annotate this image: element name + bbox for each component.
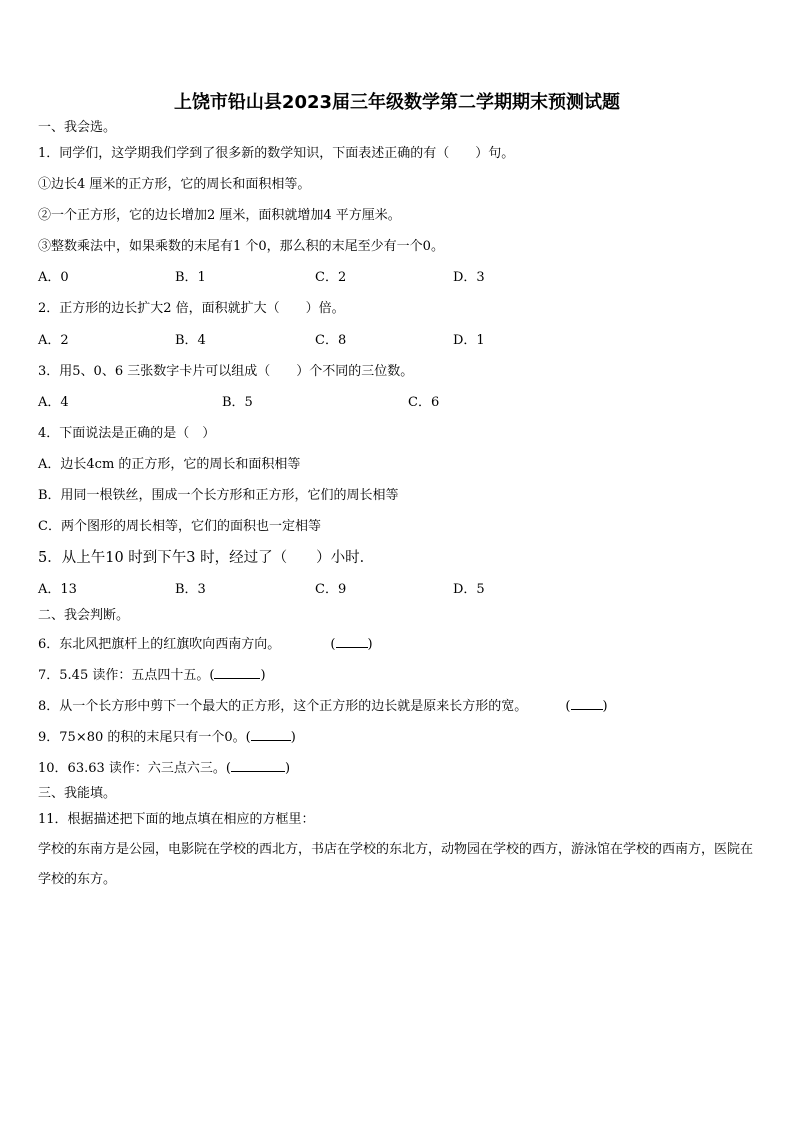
question-8: 8．从一个长方形中剪下一个最大的正方形，这个正方形的边长就是原来长方形的宽。 ( ) — [38, 699, 608, 714]
section-1-heading: 一、我会选。 — [38, 120, 117, 135]
question-5-option-c: C．9 — [315, 582, 347, 597]
question-1-option-c: C．2 — [315, 270, 347, 285]
question-1-statement-3: ③整数乘法中，如果乘数的末尾有1 个0，那么积的末尾至少有一个0。 — [38, 239, 444, 254]
question-1-stem: 1．同学们，这学期我们学到了很多新的数学知识，下面表述正确的有（ ）句。 — [38, 146, 515, 161]
question-4-option-a: A．边长4cm 的正方形，它的周长和面积相等 — [38, 457, 301, 472]
question-3-option-b: B．5 — [222, 395, 253, 410]
question-2-option-a: A．2 — [38, 333, 69, 348]
question-4-stem: 4．下面说法是正确的是（ ） — [38, 426, 216, 441]
question-5-stem: 5．从上午10 时到下午3 时，经过了（ ）小时． — [38, 550, 375, 566]
question-10-stem: 10．63.63 读作：六三点六三。 — [38, 761, 226, 776]
question-11-stem: 11．根据描述把下面的地点填在相应的方框里： — [38, 812, 315, 827]
question-7: 7．5.45 读作：五点四十五。( ) — [38, 668, 266, 683]
question-7-answer-blank[interactable] — [214, 666, 260, 679]
section-3-heading: 三、我能填。 — [38, 786, 117, 801]
question-4-option-c: C．两个图形的周长相等，它们的面积也一定相等 — [38, 519, 321, 534]
question-3-stem: 3．用5、0、6 三张数字卡片可以组成（ ）个不同的三位数。 — [38, 364, 414, 379]
page-title: 上饶市铅山县2023届三年级数学第二学期期末预测试题 — [173, 92, 621, 113]
question-9-answer-blank[interactable] — [251, 728, 291, 741]
question-1-option-b: B．1 — [175, 270, 206, 285]
question-5-option-b: B．3 — [175, 582, 206, 597]
question-6-stem: 6．东北风把旗杆上的红旗吹向西南方向。 — [38, 637, 281, 652]
question-3-option-a: A．4 — [38, 395, 69, 410]
question-3-option-c: C．6 — [408, 395, 440, 410]
question-9: 9．75×80 的积的末尾只有一个0。( ) — [38, 730, 296, 745]
question-8-stem: 8．从一个长方形中剪下一个最大的正方形，这个正方形的边长就是原来长方形的宽。 — [38, 699, 528, 714]
question-5-option-d: D．5 — [453, 582, 485, 597]
question-5-option-a: A．13 — [38, 582, 77, 597]
section-2-heading: 二、我会判断。 — [38, 608, 130, 623]
question-1-statement-2: ②一个正方形，它的边长增加2 厘米，面积就增加4 平方厘米。 — [38, 208, 401, 223]
question-2-stem: 2．正方形的边长扩大2 倍，面积就扩大（ ）倍。 — [38, 301, 345, 316]
question-10: 10．63.63 读作：六三点六三。( ) — [38, 761, 291, 776]
question-10-answer-blank[interactable] — [231, 759, 285, 772]
question-1-option-d: D．3 — [453, 270, 485, 285]
question-1-option-a: A．0 — [38, 270, 69, 285]
question-2-option-d: D．1 — [453, 333, 485, 348]
question-1-statement-1: ①边长4 厘米的正方形，它的周长和面积相等。 — [38, 177, 311, 192]
question-11-description: 学校的东南方是公园，电影院在学校的西北方，书店在学校的东北方，动物园在学校的西方，游泳馆在学校的西南方，医院在学校的东方。 — [38, 842, 754, 887]
question-6-answer-blank[interactable] — [336, 635, 368, 648]
question-6: 6．东北风把旗杆上的红旗吹向西南方向。 ( ) — [38, 637, 373, 652]
question-7-stem: 7．5.45 读作：五点四十五。 — [38, 668, 210, 683]
question-8-answer-blank[interactable] — [571, 697, 603, 710]
question-4-option-b: B．用同一根铁丝，围成一个长方形和正方形，它们的周长相等 — [38, 488, 399, 503]
question-9-stem: 9．75×80 的积的末尾只有一个0。 — [38, 730, 246, 745]
question-2-option-c: C．8 — [315, 333, 347, 348]
question-2-option-b: B．4 — [175, 333, 206, 348]
